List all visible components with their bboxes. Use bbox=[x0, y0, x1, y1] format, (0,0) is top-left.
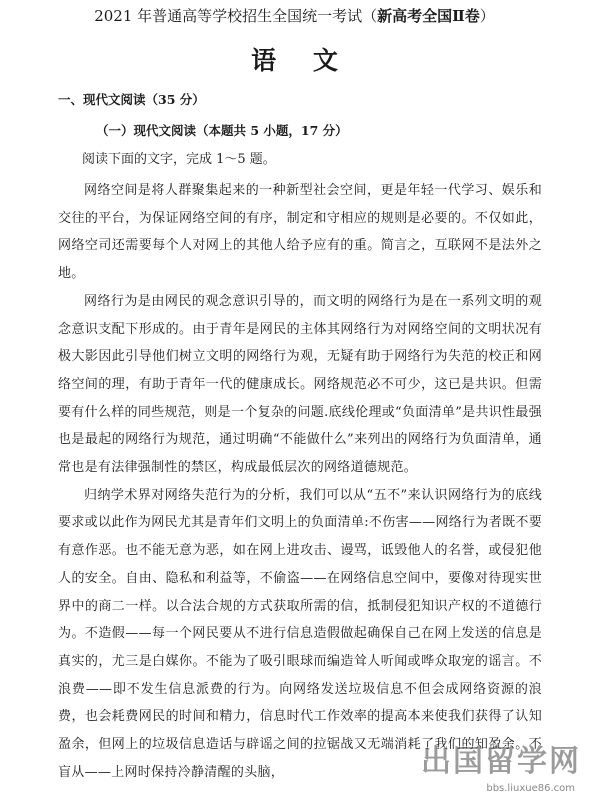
header-paper-name: 新高考全国Ⅱ卷 bbox=[377, 7, 480, 25]
reading-instruction: 阅读下面的文字，完成 1～5 题。 bbox=[82, 152, 276, 167]
watermark bbox=[403, 744, 581, 802]
section-heading: 一、现代文阅读（35 分） bbox=[58, 92, 205, 107]
watermark-logo: 出国留学网 bbox=[421, 744, 581, 779]
header-prefix: 2021 年普通高等学校招生全国统一考试（ bbox=[94, 7, 378, 25]
page-title: 语 文 bbox=[251, 46, 352, 75]
paragraph-1: 网络空间是将人群聚集起来的一种新型社会空间，更是年轻一代学习、娱乐和交往的平台，为保证网络空间的有序，制定和守相应的规则是必要的。不仅如此，网络空司还需要每个人对网上的其他人给予应有的重。简言之，互联网不是法外之地。 bbox=[58, 183, 542, 282]
paragraph-3: 归纳学术界对网络失范行为的分析，我们可以从“五不”来认识网络行为的底线要求或以此作为网民尤其是青年们文明上的负面清单:不伤害——网络行为者既不要有意作恶。也不能无意为恶，如在网上进攻击、谩骂，诋毁他人的名誉，或侵犯他人的安全。自由、隐私和利益等，不偷盗——在网络信息空间中，要像对待现实世界中的商二一样。以合法合规的方式获取所需的信，抵制侵犯知识产权的不道德行为。不造假——每一个网民要从不进行信息造假做起确保自己在网上发送的信息是真实的，尤三是白媒你。不能为了吸引眼球而编造耸人听闻或哗众取宠的谣言。不浪费——即不发生信息派费的行为。向网络发送垃圾信息不但会成网络资源的浪费，也会耗费网民的时间和精力，信息时代工作效率的提高本来使我们获得了认知盈余，但网上的垃圾信息造话与辟谣之间的拉锯战又无端消耗了我们的知盈余。不盲从——上网时保持冷静清醒的头脑， bbox=[58, 487, 542, 780]
header-suffix: ） bbox=[479, 7, 495, 25]
watermark-url: bbs.liuxue86.com bbox=[486, 783, 575, 794]
exam-header bbox=[0, 5, 589, 27]
subsection-heading: （一）现代文阅读（本题共 5 小题，17 分） bbox=[96, 123, 348, 138]
passage-body bbox=[58, 177, 542, 786]
paragraph-2: 网络行为是由网民的观念意识引导的，而文明的网络行为是在一系列文明的观念意识支配下形成的。由于青年是网民的主体其网络行为对网络空间的文明状况有极大影因此引导他们树立文明的网络行为观，无疑有助于网络行为失范的校正和网络空间的理，有助于青年一代的健康成长。网络规范必不可少，这已是共识。但需要有什么样的同些规范，则是一个复杂的问题.底线伦理或“负面清单”是共识性最强也是最起的网络行为规范，通过明确“不能做什么”来列出的网络行为负面清单，通常也是有法律强制性的禁区，构成最低层次的网络道德规范。 bbox=[58, 293, 542, 476]
